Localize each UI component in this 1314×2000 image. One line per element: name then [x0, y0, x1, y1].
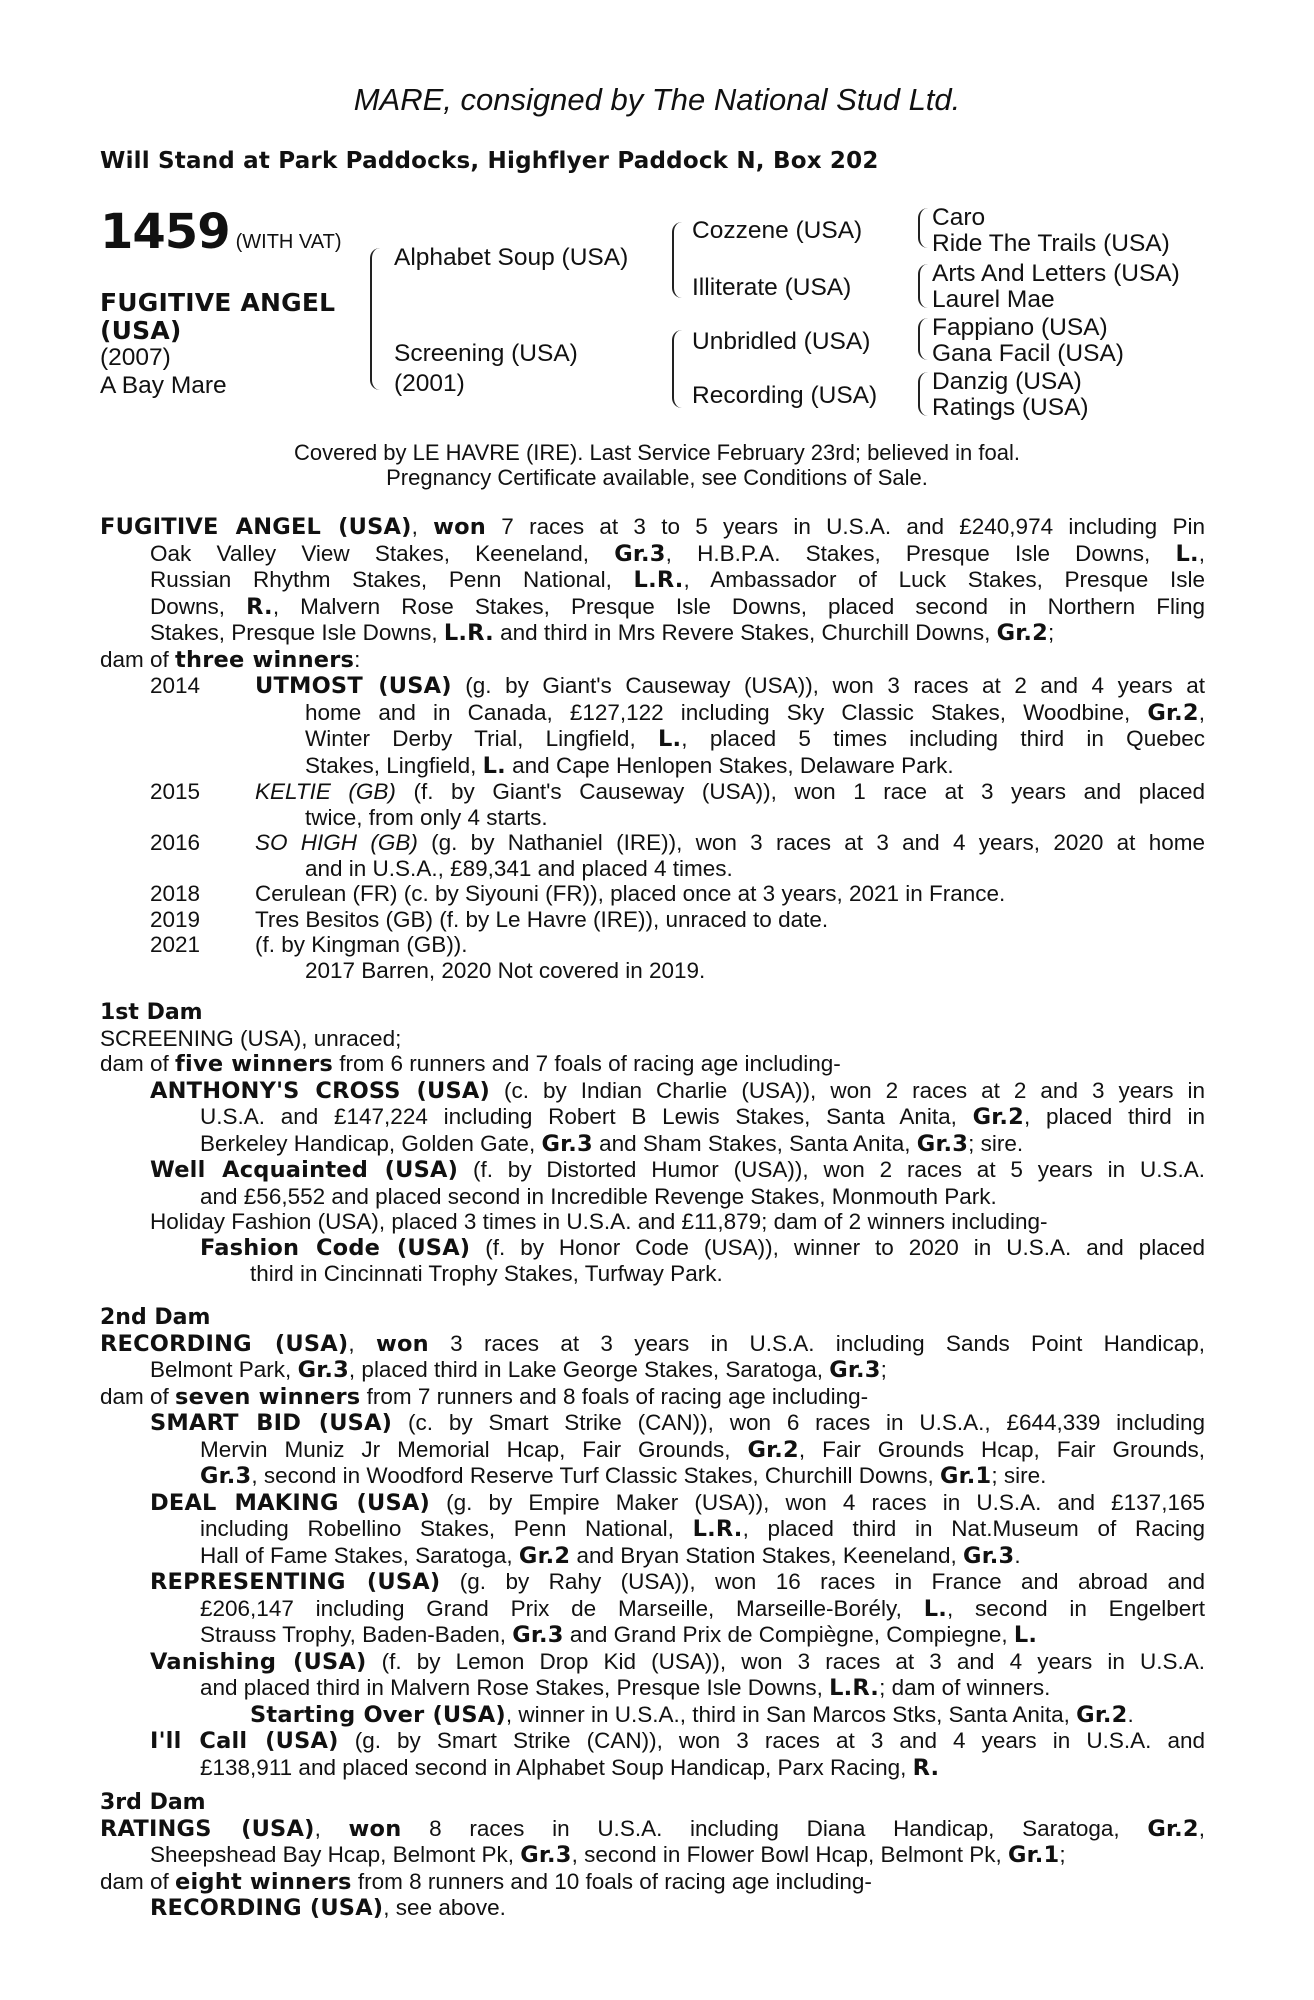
- dam-text: (g. by Smart Strike (CAN)), won 3 races at 3 and 4 years in U.S.A. and: [338, 1728, 1205, 1753]
- grade-mark: L.: [1013, 1622, 1038, 1648]
- pedigree-sss: Caro: [932, 204, 986, 231]
- page-subtitle: MARE, consigned by The National Stud Ltd.: [353, 82, 961, 117]
- barren-note: 2017 Barren, 2020 Not covered in 2019.: [305, 957, 706, 983]
- progeny-name: UTMOST (USA): [255, 673, 452, 699]
- section-heading: 2nd Dam: [100, 1305, 211, 1330]
- progeny-name: KELTIE (GB): [255, 779, 396, 804]
- foal-name: RECORDING (USA): [150, 1895, 384, 1921]
- pedigree-brace-sd: [918, 264, 932, 308]
- progeny-row: [100, 881, 1205, 907]
- main-text: 7 races at 3 to 5 years in U.S.A. and £240,974 including Pin: [486, 514, 1205, 539]
- winners-count: three winners: [175, 646, 355, 673]
- dam-text: , winner in U.S.A., third in San Marcos Stks, Santa Anita,: [505, 1701, 1077, 1727]
- grade-mark: Gr.3: [512, 1622, 564, 1648]
- progeny-row: [100, 932, 1205, 958]
- dam-name: RATINGS (USA): [100, 1815, 315, 1842]
- progeny-text: and Cape Henlopen Stakes, Delaware Park.: [505, 752, 954, 778]
- progeny-cont: [100, 700, 1205, 727]
- progeny-row: [100, 779, 1205, 805]
- winners-count: eight winners: [175, 1868, 352, 1895]
- main-text: Stakes, Presque Isle Downs,: [150, 620, 444, 645]
- progeny-text: ,: [1198, 699, 1205, 725]
- progeny-text: Tres Besitos (GB) (f. by Le Havre (IRE)), unraced to date.: [255, 906, 829, 932]
- dam-text: .: [1127, 1701, 1134, 1727]
- dam-text: and Sham Stakes, Santa Anita,: [592, 1130, 917, 1156]
- dam-text: , second in Flower Bowl Hcap, Belmont Pk,: [571, 1842, 1009, 1867]
- pedigree-ssd: Ride The Trails (USA): [932, 230, 1170, 257]
- progeny-year: 2015: [150, 779, 201, 804]
- pedigree-sds: Arts And Letters (USA): [932, 260, 1180, 287]
- dam-text: , Fair Grounds Hcap, Fair Grounds,: [798, 1436, 1205, 1462]
- pedigree-brace-dd: [918, 372, 932, 416]
- grade-mark: Gr.2: [972, 1104, 1024, 1130]
- progeny-row: [100, 673, 1205, 700]
- dam-text: , placed third in Lake George Stakes, Saratoga,: [348, 1357, 830, 1382]
- pedigree-dsd: Gana Facil (USA): [932, 340, 1124, 367]
- dam-text: ;: [1059, 1842, 1066, 1867]
- dam-text: ; dam of winners.: [879, 1675, 1051, 1700]
- main-text: and third in Mrs Revere Stakes, Churchill Downs,: [493, 620, 997, 645]
- pedigree-ss: Cozzene (USA): [692, 217, 863, 244]
- stabling-location: Will Stand at Park Paddocks, Highflyer Paddock N, Box 202: [100, 148, 879, 174]
- foal-name: DEAL MAKING (USA): [150, 1489, 430, 1516]
- dam-won: won: [375, 1330, 429, 1357]
- main-won: won: [433, 514, 486, 540]
- pedigree-dam: Screening (USA): [394, 340, 578, 367]
- dam-name: RECORDING (USA): [100, 1330, 349, 1357]
- grade-mark: L.R.: [829, 1675, 880, 1701]
- pedigree-dam-year: (2001): [394, 370, 465, 397]
- dam-text: , placed third in Nat.Museum of Racing: [742, 1516, 1206, 1541]
- pedigree-ddd: Ratings (USA): [932, 394, 1089, 421]
- covering-notes: [0, 440, 1314, 490]
- grade-mark: Gr.1: [939, 1463, 992, 1489]
- progeny-text: Cerulean (FR) (c. by Siyouni (FR)), placed once at 3 years, 2021 in France.: [255, 881, 1006, 906]
- dam-text: 3 races at 3 years in U.S.A. including Sands Point Handicap,: [428, 1330, 1205, 1356]
- pedigree-brace-main: [370, 248, 384, 390]
- dam-text: and £56,552 and placed second in Incredible Revenge Stakes, Monmouth Park.: [200, 1183, 997, 1209]
- progeny-text: Winter Derby Trial, Lingfield,: [305, 726, 658, 751]
- progeny-year: 2014: [150, 673, 201, 698]
- main-text: , H.B.P.A. Stakes, Presque Isle Downs,: [665, 540, 1176, 566]
- lot-number: 1459: [100, 204, 230, 260]
- progeny-row: [100, 830, 1205, 856]
- grade-mark: Gr.1: [1008, 1842, 1060, 1868]
- progeny-text: home and in Canada, £127,122 including Sky Classic Stakes, Woodbine,: [305, 699, 1148, 725]
- grade-mark: L.: [1175, 540, 1199, 567]
- grade-mark: L.: [657, 726, 682, 752]
- dam-text: dam of: [100, 1051, 176, 1076]
- grade-mark: Gr.2: [747, 1436, 799, 1463]
- grade-mark: Gr.3: [297, 1357, 349, 1383]
- progeny-year: 2018: [150, 881, 201, 906]
- dam-text: and placed third in Malvern Rose Stakes, Presque Isle Downs,: [200, 1675, 830, 1700]
- dam-text: from 7 runners and 8 foals of racing age including-: [360, 1383, 869, 1409]
- foal-name: REPRESENTING (USA): [150, 1569, 441, 1595]
- winners-count: five winners: [175, 1051, 333, 1077]
- main-text: ;: [1047, 620, 1055, 645]
- main-text: , Malvern Rose Stakes, Presque Isle Downs, placed second in Northern Fling: [272, 593, 1205, 619]
- main-text: Oak Valley View Stakes, Keeneland,: [150, 540, 615, 566]
- section-heading: 3rd Dam: [100, 1790, 206, 1815]
- covering-note-2: Pregnancy Certificate available, see Conditions of Sale.: [386, 465, 928, 490]
- winners-count: seven winners: [175, 1383, 361, 1410]
- dam-text: Holiday Fashion (USA), placed 3 times in U.S.A. and £11,879; dam of 2 winners including-: [150, 1209, 1048, 1234]
- vat-note: (WITH VAT): [235, 231, 342, 253]
- dam-text: ,: [1198, 1815, 1205, 1841]
- grade-mark: L.R.: [633, 567, 684, 593]
- grade-mark: Gr.2: [1147, 1815, 1199, 1842]
- grade-mark: L.: [482, 752, 506, 779]
- grade-mark: Gr.3: [200, 1463, 252, 1489]
- main-text: , Ambassador of Luck Stakes, Presque Isle: [683, 567, 1205, 592]
- main-text: dam of: [100, 646, 176, 672]
- dam-text: from 6 runners and 7 foals of racing age including-: [333, 1051, 841, 1076]
- second-dam-section: 2nd Dam RECORDING (USA), won 3 races at 3 years in U.S.A. including Sands Point Handicap, Belmont Park, Gr.3, placed third in Lake George Stakes, Saratoga, Gr.3; dam of seven winners from 7 runners and 8 foals of racing age including- SMART BID (USA) (c. by Smart Strike (CAN)), won 6 races in U.S.A., £644,339 including Mervin Muniz Jr Memorial Hcap, Fair Grounds, Gr.2, Fair Grounds Hcap, Fair Grounds, Gr.3, second in Woodford Reserve Turf Classic Stakes, Churchill Downs, Gr.1; sire. DEAL MAKING (USA) (g. by Empire Maker (USA)), won 4 races in U.S.A. and £137,165 including Robellino Stakes, Penn National, L.R., placed third in Nat.Museum of Racing Hall of Fame Stakes, Saratoga, Gr.2 and Bryan Station Stakes, Keeneland, Gr.3. REPRESENTING (USA) (g. by Rahy (USA)), won 16 races in France and abroad and £206,147 including Grand Prix de Marseille, Marseille-Borély, L., second in Engelbert Strauss Trophy, Baden-Baden, Gr.3 and Grand Prix de Compiègne, Compiegne, L. Vanishing (USA) (f. by Lemon Drop Kid (USA)), won 3 races at 3 and 4 years in U.S.A. and placed third in Malvern Rose Stakes, Presque Isle Downs, L.R.; dam of winners. Starting Over (USA), winner in U.S.A., third in San Marcos Stks, Santa Anita, Gr.2. I'll Call (USA) (g. by Smart Strike (CAN)), won 3 races at 3 and 4 years in U.S.A. and £138,911 and placed second in Alphabet Soup Handicap, Parx Racing, R.: [100, 1305, 1206, 1781]
- horse-description: A Bay Mare: [100, 372, 227, 399]
- grade-mark: L.R.: [692, 1516, 743, 1542]
- dam-text: and Grand Prix de Compiègne, Compiegne,: [563, 1622, 1014, 1647]
- progeny-year: 2019: [150, 906, 201, 932]
- dam-text: third in Cincinnati Trophy Stakes, Turfway Park.: [250, 1261, 723, 1286]
- progeny-year: 2021: [150, 932, 201, 957]
- grade-mark: Gr.2: [518, 1542, 571, 1569]
- foal-name: ANTHONY'S CROSS (USA): [150, 1077, 490, 1104]
- horse-name: FUGITIVE ANGEL: [100, 288, 336, 317]
- pedigree-dss: Fappiano (USA): [932, 314, 1108, 341]
- pedigree-brace-ds: [918, 318, 932, 360]
- dam-text: (f. by Honor Code (USA)), winner to 2020 in U.S.A. and placed: [470, 1234, 1205, 1260]
- dam-text: including Robellino Stakes, Penn National,: [200, 1516, 693, 1541]
- main-record: FUGITIVE ANGEL (USA), won 7 races at 3 to 5 years in U.S.A. and £240,974 including Pin Oak Valley View Stakes, Keeneland, Gr.3, H.B.P.A. Stakes, Presque Isle Downs, L., Russian Rhythm Stakes, Penn National, L.R., Ambassador of Luck Stakes, Presque Isle Downs, R., Malvern Rose Stakes, Presque Isle Downs, placed second in Northern Fling Stakes, Presque Isle Downs, L.R. and third in Mrs Revere Stakes, Churchill Downs, Gr.2; dam of three winners: 2014 UTMOST (USA) (g. by Giant's Causeway (USA)), won 3 races at 2 and 4 years at home and in Canada, £127,122 including Sky Classic Stakes, Woodbine, Gr.2, Winter Derby Trial, Lingfield, L., placed 5 times including third in Quebec Stakes, Lingfield, L. and Cape Henlopen Stakes, Delaware Park. 2015 KELTIE (GB) (f. by Giant's Causeway (USA)), won 1 race at 3 years and placed twice, from only 4 starts. 2016 SO HIGH (GB) (g. by Nathaniel (IRE)), won 3 races at 3 and 4 years, 2020 at home and in U.S.A., £89,341 and placed 4 times. 2018 Cerulean (FR) (c. by Siyouni (FR)), placed once at 3 years, 2021 in France. 2019 Tres Besitos (GB) (f. by Le Havre (IRE)), unraced to date. 2021 (f. by Kingman (GB)). 2017 Barren, 2020 Not covered in 2019.: [100, 514, 1206, 983]
- dam-text: (c. by Indian Charlie (USA)), won 2 races at 2 and 3 years in: [489, 1077, 1206, 1103]
- dam-text: ; sire.: [968, 1130, 1024, 1156]
- pedigree-brace-sire: [672, 222, 686, 298]
- pedigree-dd: Recording (USA): [692, 382, 878, 409]
- progeny-cont: twice, from only 4 starts.: [305, 804, 548, 830]
- grade-mark: Gr.3: [541, 1130, 593, 1157]
- pedigree-brace-dam: [672, 330, 686, 408]
- grade-mark: Gr.3: [829, 1357, 881, 1383]
- dam-text: U.S.A. and £147,224 including Robert B Lewis Stakes, Santa Anita,: [200, 1104, 973, 1129]
- progeny-text: (f. by Kingman (GB)).: [255, 932, 468, 957]
- dam-text: SCREENING (USA), unraced;: [100, 1025, 402, 1051]
- dam-text: ;: [880, 1357, 887, 1382]
- horse-origin: (USA): [100, 316, 182, 345]
- main-text: :: [354, 646, 361, 672]
- progeny-cont: [100, 726, 1205, 753]
- grade-mark: Gr.3: [520, 1842, 572, 1868]
- pedigree-brace-ss: [918, 208, 932, 248]
- foal-name: Well Acquainted (USA): [150, 1157, 459, 1183]
- dam-text: from 8 runners and 10 foals of racing age including-: [351, 1868, 872, 1894]
- progeny-text: (g. by Nathaniel (IRE)), won 3 races at 3 and 4 years, 2020 at home: [417, 830, 1205, 855]
- covering-note-1: Covered by LE HAVRE (IRE). Last Service February 23rd; believed in foal.: [294, 440, 1020, 465]
- grade-mark: R.: [912, 1754, 940, 1781]
- dam-text: Berkeley Handicap, Golden Gate,: [200, 1130, 542, 1156]
- dam-text: 8 races in U.S.A. including Diana Handicap, Saratoga,: [401, 1815, 1148, 1841]
- grade-mark: Gr.2: [996, 620, 1048, 646]
- main-name: FUGITIVE ANGEL (USA): [100, 514, 412, 540]
- pedigree-dds: Danzig (USA): [932, 368, 1082, 395]
- dam-text: .: [1014, 1542, 1021, 1568]
- main-text: Russian Rhythm Stakes, Penn National,: [150, 567, 634, 592]
- dam-text: Strauss Trophy, Baden-Baden,: [200, 1622, 513, 1647]
- progeny-cont: [100, 753, 1205, 780]
- dam-won: won: [348, 1815, 402, 1842]
- dam-text: dam of: [100, 1868, 176, 1894]
- horse-year: (2007): [100, 344, 171, 371]
- dam-text: (g. by Empire Maker (USA)), won 4 races in U.S.A. and £137,165: [429, 1489, 1205, 1515]
- grade-mark: Gr.3: [614, 540, 666, 567]
- foal-name: Vanishing (USA): [150, 1648, 367, 1675]
- pedigree-sdd: Laurel Mae: [932, 286, 1055, 313]
- foal-name: Fashion Code (USA): [200, 1234, 471, 1261]
- progeny-year: 2016: [150, 830, 201, 855]
- dam-text: , see above.: [383, 1895, 506, 1920]
- dam-text: , placed third in: [1023, 1104, 1205, 1129]
- dam-text: Hall of Fame Stakes, Saratoga,: [200, 1542, 519, 1568]
- pedigree-ds: Unbridled (USA): [692, 328, 871, 355]
- progeny-text: (f. by Giant's Causeway (USA)), won 1 race at 3 years and placed: [395, 779, 1206, 804]
- grade-mark: L.: [923, 1595, 947, 1622]
- dam-text: and Bryan Station Stakes, Keeneland,: [570, 1542, 964, 1568]
- dam-text: Belmont Park,: [150, 1357, 298, 1382]
- dam-text: Sheepshead Bay Hcap, Belmont Pk,: [150, 1842, 521, 1867]
- dam-text: dam of: [100, 1383, 176, 1409]
- dam-text: , second in Woodford Reserve Turf Classic Stakes, Churchill Downs,: [251, 1463, 940, 1488]
- third-dam-section: 3rd Dam RATINGS (USA), won 8 races in U.S.A. including Diana Handicap, Saratoga, Gr.2, Sheepshead Bay Hcap, Belmont Pk, Gr.3, second in Flower Bowl Hcap, Belmont Pk, Gr.1; dam of eight winners from 8 runners and 10 foals of racing age including- RECORDING (USA), see above.: [100, 1790, 1205, 1921]
- progeny-text: , placed 5 times including third in Quebec: [681, 726, 1205, 751]
- foal-name: SMART BID (USA): [150, 1410, 393, 1436]
- foal-name: Starting Over (USA): [250, 1701, 506, 1728]
- dam-text: Mervin Muniz Jr Memorial Hcap, Fair Grounds,: [200, 1436, 748, 1462]
- grade-mark: R.: [246, 593, 273, 620]
- first-dam-section: [100, 1000, 1205, 1287]
- grade-mark: Gr.2: [1076, 1701, 1128, 1728]
- main-text: ,: [1198, 540, 1205, 566]
- grade-mark: Gr.2: [1147, 699, 1199, 726]
- dam-text: £206,147 including Grand Prix de Marseille, Marseille-Borély,: [200, 1595, 924, 1621]
- dam-text: , second in Engelbert: [946, 1595, 1206, 1621]
- progeny-cont: and in U.S.A., £89,341 and placed 4 times.: [305, 855, 733, 881]
- dam-text: (f. by Distorted Humor (USA)), won 2 races at 5 years in U.S.A.: [458, 1157, 1205, 1182]
- main-text: Downs,: [150, 593, 247, 619]
- dam-text: (c. by Smart Strike (CAN)), won 6 races in U.S.A., £644,339 including: [392, 1410, 1205, 1435]
- foal-name: I'll Call (USA): [150, 1728, 339, 1754]
- pedigree-sd: Illiterate (USA): [692, 274, 852, 301]
- dam-text: (f. by Lemon Drop Kid (USA)), won 3 races at 3 and 4 years in U.S.A.: [366, 1648, 1206, 1674]
- lot-number-line: [100, 204, 342, 260]
- dam-text: ; sire.: [991, 1463, 1047, 1488]
- progeny-row: [100, 907, 1205, 933]
- dam-text: (g. by Rahy (USA)), won 16 races in France and abroad and: [440, 1569, 1205, 1594]
- dam-text: £138,911 and placed second in Alphabet Soup Handicap, Parx Racing,: [200, 1754, 913, 1780]
- grade-mark: Gr.3: [916, 1130, 969, 1157]
- pedigree-sire: Alphabet Soup (USA): [394, 244, 629, 271]
- progeny-name: SO HIGH (GB): [255, 830, 418, 855]
- section-heading: 1st Dam: [100, 1000, 203, 1025]
- progeny-text: (g. by Giant's Causeway (USA)), won 3 races at 2 and 4 years at: [451, 673, 1205, 698]
- progeny-text: Stakes, Lingfield,: [305, 752, 483, 778]
- grade-mark: L.R.: [443, 620, 494, 646]
- grade-mark: Gr.3: [963, 1542, 1015, 1569]
